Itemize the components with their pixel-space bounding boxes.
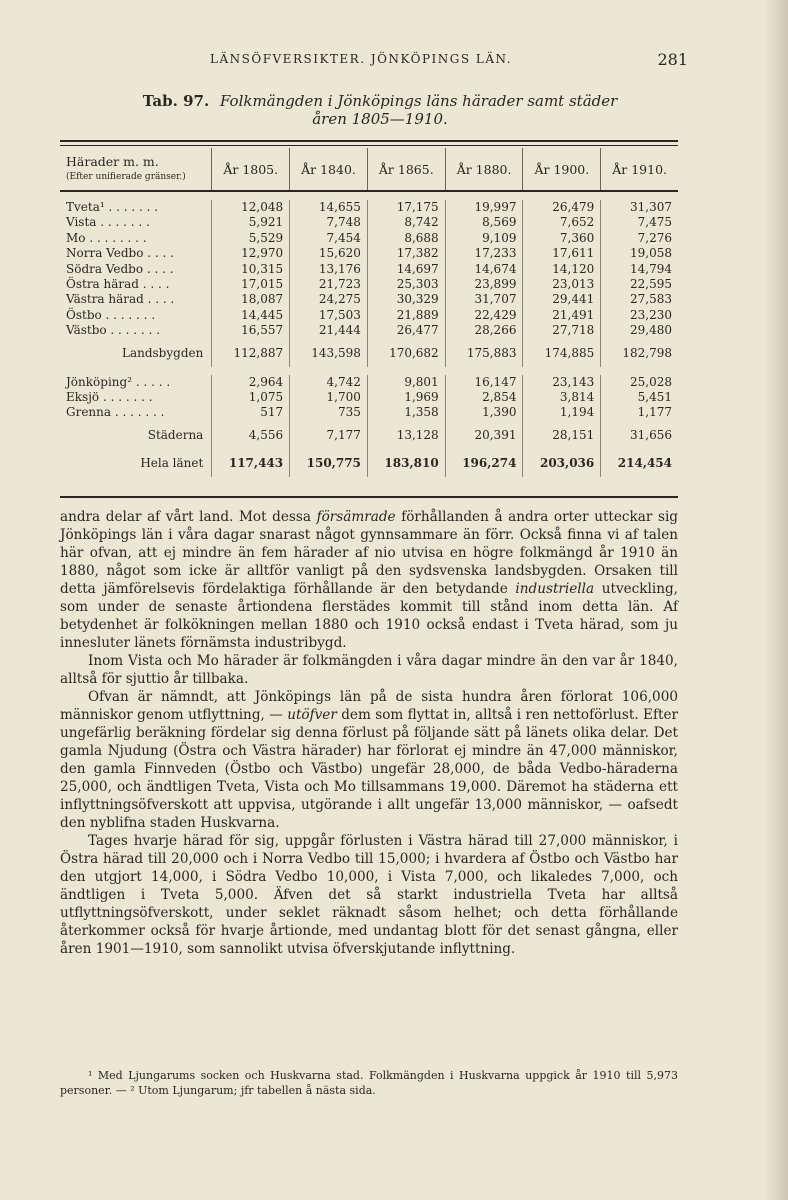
table-row bbox=[60, 390, 678, 405]
row-label: Grenna . . . . . . . bbox=[66, 405, 165, 420]
cell: 26,479 bbox=[523, 200, 601, 215]
cell: 21,889 bbox=[367, 308, 445, 323]
cell: 14,655 bbox=[290, 200, 368, 215]
cell: 27,718 bbox=[523, 323, 601, 338]
cell: 183,810 bbox=[367, 449, 445, 477]
cell: 7,748 bbox=[290, 215, 368, 230]
cell: 196,274 bbox=[445, 449, 523, 477]
header-year: År 1805. bbox=[212, 148, 290, 191]
table-title-line2: åren 1805—1910. bbox=[312, 110, 448, 128]
paragraph bbox=[60, 508, 678, 652]
row-label: Västra härad . . . . bbox=[66, 292, 175, 307]
cell: 8,688 bbox=[367, 231, 445, 246]
table-row bbox=[60, 292, 678, 307]
table-number: Tab. 97. bbox=[142, 92, 210, 110]
cell: 12,048 bbox=[212, 200, 290, 215]
table-row bbox=[60, 277, 678, 292]
row-label: Tveta¹ . . . . . . . bbox=[66, 200, 159, 214]
running-head-title: LÄNSÖFVERSIKTER. JÖNKÖPINGS LÄN. bbox=[210, 52, 513, 66]
row-label: Städerna bbox=[147, 427, 204, 442]
subtotal-row-staderna bbox=[60, 421, 678, 449]
cell: 4,556 bbox=[212, 421, 290, 449]
cell: 10,315 bbox=[212, 262, 290, 277]
cell: 203,036 bbox=[523, 449, 601, 477]
cell: 1,075 bbox=[212, 390, 290, 405]
cell: 31,656 bbox=[601, 421, 678, 449]
cell: 517 bbox=[212, 405, 290, 420]
header-harader-sub: (Efter unifierade gränser.) bbox=[66, 171, 186, 182]
cell: 117,443 bbox=[212, 449, 290, 477]
cell: 8,569 bbox=[445, 215, 523, 230]
cell: 14,445 bbox=[212, 308, 290, 323]
header-harader bbox=[60, 148, 212, 191]
cell: 175,883 bbox=[445, 339, 523, 367]
subtotal-row-landsbygden bbox=[60, 339, 678, 367]
row-label: Vista . . . . . . . bbox=[66, 215, 150, 230]
table-title-line1: Folkmängden i Jönköpings läns härader samt städer bbox=[219, 92, 618, 110]
cell: 214,454 bbox=[601, 449, 678, 477]
cell: 5,451 bbox=[601, 390, 678, 405]
row-label: Norra Vedbo . . . . bbox=[66, 246, 174, 261]
text-run: andra delar af vårt land. Mot dessa bbox=[60, 509, 317, 525]
cell: 18,087 bbox=[212, 292, 290, 307]
cell: 143,598 bbox=[290, 339, 368, 367]
table-row bbox=[60, 200, 678, 215]
cell: 22,595 bbox=[601, 277, 678, 292]
paragraph bbox=[60, 688, 678, 832]
cell: 15,620 bbox=[290, 246, 368, 261]
cell: 31,307 bbox=[601, 200, 678, 215]
cell: 150,775 bbox=[290, 449, 368, 477]
cell: 5,921 bbox=[212, 215, 290, 230]
cell: 26,477 bbox=[367, 323, 445, 338]
table-row bbox=[60, 308, 678, 323]
cell: 14,120 bbox=[523, 262, 601, 277]
cell: 112,887 bbox=[212, 339, 290, 367]
table-top-rule-thin bbox=[60, 145, 678, 146]
row-label: Västbo . . . . . . . bbox=[66, 323, 161, 338]
cell: 1,194 bbox=[523, 405, 601, 420]
cell: 28,151 bbox=[523, 421, 601, 449]
text-emphasis: försämrade bbox=[316, 509, 396, 525]
table-bottom-rule bbox=[60, 496, 678, 498]
cell: 17,233 bbox=[445, 246, 523, 261]
cell: 174,885 bbox=[523, 339, 601, 367]
cell: 17,382 bbox=[367, 246, 445, 261]
page-edge-shadow bbox=[764, 0, 788, 1200]
cell: 8,742 bbox=[367, 215, 445, 230]
table-row bbox=[60, 375, 678, 390]
cell: 30,329 bbox=[367, 292, 445, 307]
table-row bbox=[60, 246, 678, 261]
cell: 17,015 bbox=[212, 277, 290, 292]
header-year: År 1900. bbox=[523, 148, 601, 191]
cell: 16,557 bbox=[212, 323, 290, 338]
table-row bbox=[60, 323, 678, 338]
cell: 170,682 bbox=[367, 339, 445, 367]
cell: 21,444 bbox=[290, 323, 368, 338]
header-year: År 1840. bbox=[290, 148, 368, 191]
cell: 22,429 bbox=[445, 308, 523, 323]
cell: 1,358 bbox=[367, 405, 445, 420]
row-label: Östra härad . . . . bbox=[66, 277, 170, 292]
table-row bbox=[60, 405, 678, 420]
cell: 3,814 bbox=[523, 390, 601, 405]
table-top-rule bbox=[60, 140, 678, 142]
cell: 1,390 bbox=[445, 405, 523, 420]
cell: 7,454 bbox=[290, 231, 368, 246]
cell: 4,742 bbox=[290, 375, 368, 390]
cell: 5,529 bbox=[212, 231, 290, 246]
text-run: förhållanden å andra orter utteckar sig Jönköpings län i våra dagar snarast något gynnsammare än förr. Också finna vi af talen här ofvan, att ej mindre än fem härader af nio utvisa en högre folkmängd år 1910 än 1880, något som icke är alltför vanligt på den sydsvenska landsbygden. Orsaken till detta jämförelsevis fördelaktiga förhållande är den betydande bbox=[60, 509, 679, 597]
table-row bbox=[60, 231, 678, 246]
cell: 9,801 bbox=[367, 375, 445, 390]
cell: 7,475 bbox=[601, 215, 678, 230]
cell: 17,611 bbox=[523, 246, 601, 261]
row-label: Mo . . . . . . . . bbox=[66, 230, 147, 245]
cell: 12,970 bbox=[212, 246, 290, 261]
row-label: Jönköping² . . . . . bbox=[66, 374, 171, 389]
cell: 1,969 bbox=[367, 390, 445, 405]
cell: 14,674 bbox=[445, 262, 523, 277]
row-label: Eksjö . . . . . . . bbox=[66, 390, 153, 405]
table-caption bbox=[100, 92, 660, 128]
cell: 17,503 bbox=[290, 308, 368, 323]
cell: 31,707 bbox=[445, 292, 523, 307]
running-head bbox=[60, 50, 688, 72]
header-harader-label: Härader m. m. bbox=[66, 153, 159, 169]
cell: 182,798 bbox=[601, 339, 678, 367]
cell: 16,147 bbox=[445, 375, 523, 390]
population-table bbox=[60, 148, 678, 477]
cell: 2,964 bbox=[212, 375, 290, 390]
cell: 23,013 bbox=[523, 277, 601, 292]
cell: 24,275 bbox=[290, 292, 368, 307]
cell: 7,360 bbox=[523, 231, 601, 246]
cell: 7,177 bbox=[290, 421, 368, 449]
text-emphasis: utöfver bbox=[287, 707, 337, 723]
cell: 19,058 bbox=[601, 246, 678, 261]
cell: 27,583 bbox=[601, 292, 678, 307]
page-number: 281 bbox=[657, 50, 688, 69]
cell: 23,899 bbox=[445, 277, 523, 292]
table-header-row bbox=[60, 148, 678, 191]
row-label: Östbo . . . . . . . bbox=[66, 307, 156, 322]
table-row bbox=[60, 215, 678, 230]
cell: 20,391 bbox=[445, 421, 523, 449]
text-run: Ofvan är nämndt, att Jönköpings län på de sista hundra åren förlorat 106,000 människor genom utflyttning, — bbox=[60, 689, 678, 723]
total-row-hela-lanet bbox=[60, 449, 678, 477]
table-row bbox=[60, 262, 678, 277]
text-run: dem som flyttat in, alltså i ren nettoförlust. Efter ungefärlig beräkning fördelar sig denna förlust på följande sätt på länets olika delar. Det gamla Njudung (Östra och Västra härader) har förlorat ej mindre än 47,000 människor, den gamla Finnveden (Östbo och Västbo) ungefär 28,000, de båda Vedbo-häraderna 25,000, och ändtligen Tveta, Vista och Mo tillsammans 19,000. Däremot ha städerna ett inflyttningsöfverskott att uppvisa, utgörande i allt ungefär 13,000 människor, — oafsedt den nyblifna staden Huskvarna. bbox=[60, 707, 678, 831]
cell: 14,794 bbox=[601, 262, 678, 277]
cell: 17,175 bbox=[367, 200, 445, 215]
row-label: Hela länet bbox=[140, 455, 204, 470]
cell: 7,276 bbox=[601, 231, 678, 246]
cell: 9,109 bbox=[445, 231, 523, 246]
body-text bbox=[60, 508, 678, 958]
cell: 2,854 bbox=[445, 390, 523, 405]
row-label: Landsbygden bbox=[121, 345, 204, 360]
cell: 29,441 bbox=[523, 292, 601, 307]
paragraph: Tages hvarje härad för sig, uppgår förlusten i Västra härad till 27,000 människor, i Östra härad till 20,000 och i Norra Vedbo till 15,000; i hvardera af Östbo och Västbo har den utgjort 14,000, i Södra Vedbo 10,000, i Vista 7,000, och likaledes 7,000, och ändtligen i Tveta 5,000. Äfven det så starkt industriella Tveta har alltså utflyttningsöfverskott, under seklet räknadt såsom helhet; och detta förhållande återkommer också för hvarje årtionde, med undantag blott för det senast gångna, eller åren 1901—1910, som sannolikt utvisa öfverskjutande inflyttning. bbox=[60, 833, 678, 957]
cell: 23,230 bbox=[601, 308, 678, 323]
cell: 21,491 bbox=[523, 308, 601, 323]
cell: 14,697 bbox=[367, 262, 445, 277]
cell: 21,723 bbox=[290, 277, 368, 292]
text-run: utveckling, som under de senaste årtiondena flerstädes kommit till stånd inom detta län. Af betydenhet är folkökningen mellan 1880 och 1910 också endast i Tveta härad, som ju innesluter länets förnämsta industribygd. bbox=[60, 581, 678, 651]
cell: 13,128 bbox=[367, 421, 445, 449]
header-year: År 1880. bbox=[445, 148, 523, 191]
cell: 19,997 bbox=[445, 200, 523, 215]
cell: 735 bbox=[290, 405, 368, 420]
cell: 28,266 bbox=[445, 323, 523, 338]
header-year: År 1865. bbox=[367, 148, 445, 191]
cell: 25,028 bbox=[601, 375, 678, 390]
paragraph: Inom Vista och Mo härader är folkmängden i våra dagar mindre än den var år 1840, alltså för sjuttio år tillbaka. bbox=[60, 653, 678, 687]
cell: 7,652 bbox=[523, 215, 601, 230]
cell: 13,176 bbox=[290, 262, 368, 277]
header-year: År 1910. bbox=[601, 148, 678, 191]
cell: 25,303 bbox=[367, 277, 445, 292]
row-label: Södra Vedbo . . . . bbox=[66, 261, 174, 276]
footnote: ¹ Med Ljungarums socken och Huskvarna stad. Folkmängden i Huskvarna uppgick år 1910 till 5,973 personer. — ² Utom Ljungarum; jfr tabellen å nästa sida. bbox=[60, 1069, 678, 1097]
cell: 23,143 bbox=[523, 375, 601, 390]
cell: 1,177 bbox=[601, 405, 678, 420]
cell: 29,480 bbox=[601, 323, 678, 338]
text-emphasis: industriella bbox=[515, 581, 595, 597]
cell: 1,700 bbox=[290, 390, 368, 405]
